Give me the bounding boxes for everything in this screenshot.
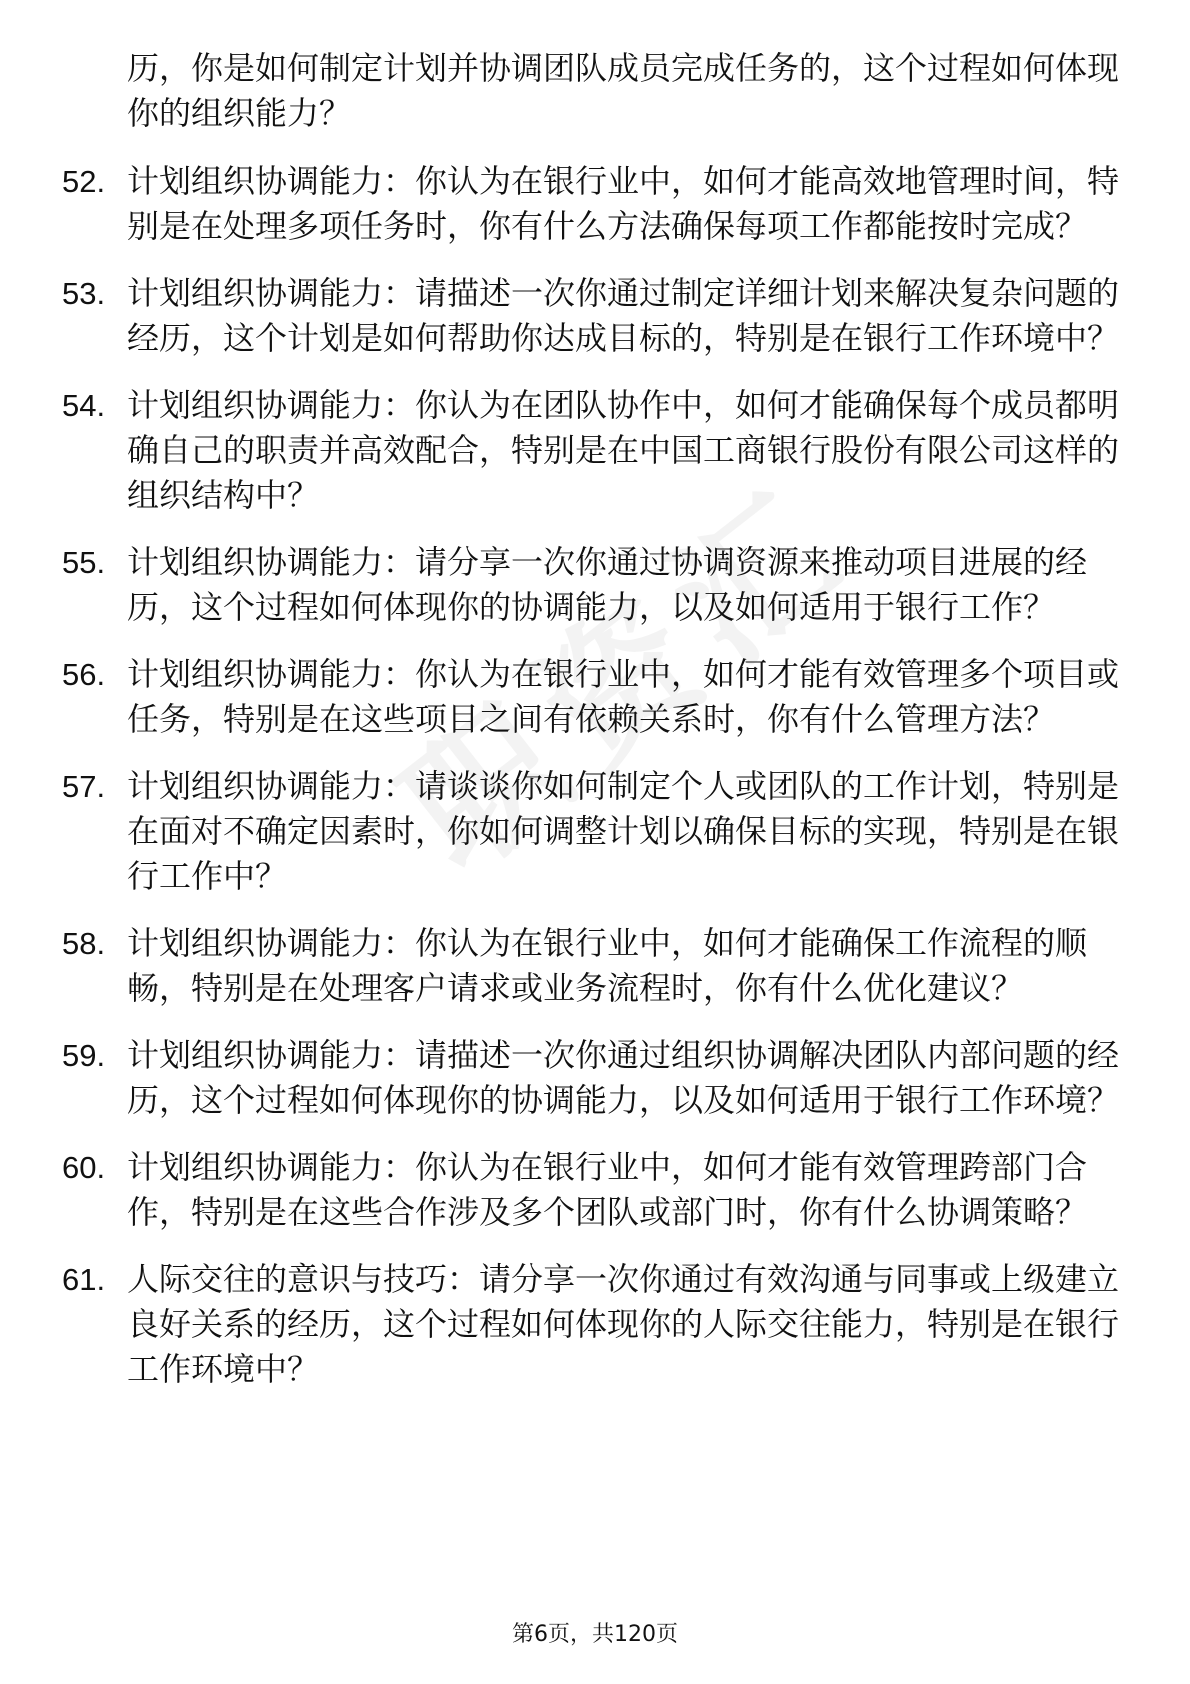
question-list xyxy=(62,159,1122,1392)
question-content xyxy=(62,46,1122,1392)
question-text: 计划组织协调能力：你认为在银行业中，如何才能确保工作流程的顺畅，特别是在处理客户请求或业务流程时，你有什么优化建议？ xyxy=(127,924,1088,1007)
question-number: 56. xyxy=(62,657,106,692)
question-number: 58. xyxy=(62,926,106,961)
question-number: 59. xyxy=(62,1038,106,1073)
question-number: 55. xyxy=(62,545,106,580)
question-number: 52. xyxy=(62,164,106,199)
continued-question-text: 历，你是如何制定计划并协调团队成员完成任务的，这个过程如何体现你的组织能力？ xyxy=(127,49,1120,132)
list-item xyxy=(62,764,1122,899)
list-item xyxy=(62,271,1122,361)
question-number: 54. xyxy=(62,388,106,423)
question-number: 53. xyxy=(62,276,106,311)
list-item xyxy=(62,383,1122,518)
list-item xyxy=(62,1033,1122,1123)
question-text: 计划组织协调能力：你认为在银行业中，如何才能高效地管理时间，特别是在处理多项任务时，你有什么方法确保每项工作都能按时完成？ xyxy=(127,162,1120,245)
question-text: 计划组织协调能力：请描述一次你通过制定详细计划来解决复杂问题的经历，这个计划是如何帮助你达成目标的，特别是在银行工作环境中？ xyxy=(127,274,1120,357)
question-text: 计划组织协调能力：你认为在银行业中，如何才能有效管理跨部门合作，特别是在这些合作涉及多个团队或部门时，你有什么协调策略？ xyxy=(127,1148,1088,1231)
list-item xyxy=(62,1257,1122,1392)
question-text: 人际交往的意识与技巧：请分享一次你通过有效沟通与同事或上级建立良好关系的经历，这个过程如何体现你的人际交往能力，特别是在银行工作环境中？ xyxy=(127,1260,1120,1388)
list-item xyxy=(62,540,1122,630)
list-item xyxy=(62,921,1122,1011)
question-number: 57. xyxy=(62,769,106,804)
question-text: 计划组织协调能力：请描述一次你通过组织协调解决团队内部问题的经历，这个过程如何体现你的协调能力，以及如何适用于银行工作环境？ xyxy=(127,1036,1120,1119)
question-text: 计划组织协调能力：请分享一次你通过协调资源来推动项目进展的经历，这个过程如何体现你的协调能力，以及如何适用于银行工作？ xyxy=(127,543,1088,626)
question-number: 61. xyxy=(62,1262,106,1297)
list-item xyxy=(62,652,1122,742)
question-number: 60. xyxy=(62,1150,106,1185)
page-number-label: 第6页，共120页 xyxy=(512,1622,678,1647)
page-footer xyxy=(0,1620,1190,1650)
question-text: 计划组织协调能力：你认为在团队协作中，如何才能确保每个成员都明确自己的职责并高效配合，特别是在中国工商银行股份有限公司这样的组织结构中？ xyxy=(127,386,1120,514)
list-item xyxy=(62,1145,1122,1235)
list-item xyxy=(62,159,1122,249)
question-text: 计划组织协调能力：请谈谈你如何制定个人或团队的工作计划，特别是在面对不确定因素时，你如何调整计划以确保目标的实现，特别是在银行工作中？ xyxy=(127,767,1120,895)
question-text: 计划组织协调能力：你认为在银行业中，如何才能有效管理多个项目或任务，特别是在这些项目之间有依赖关系时，你有什么管理方法？ xyxy=(127,655,1120,738)
